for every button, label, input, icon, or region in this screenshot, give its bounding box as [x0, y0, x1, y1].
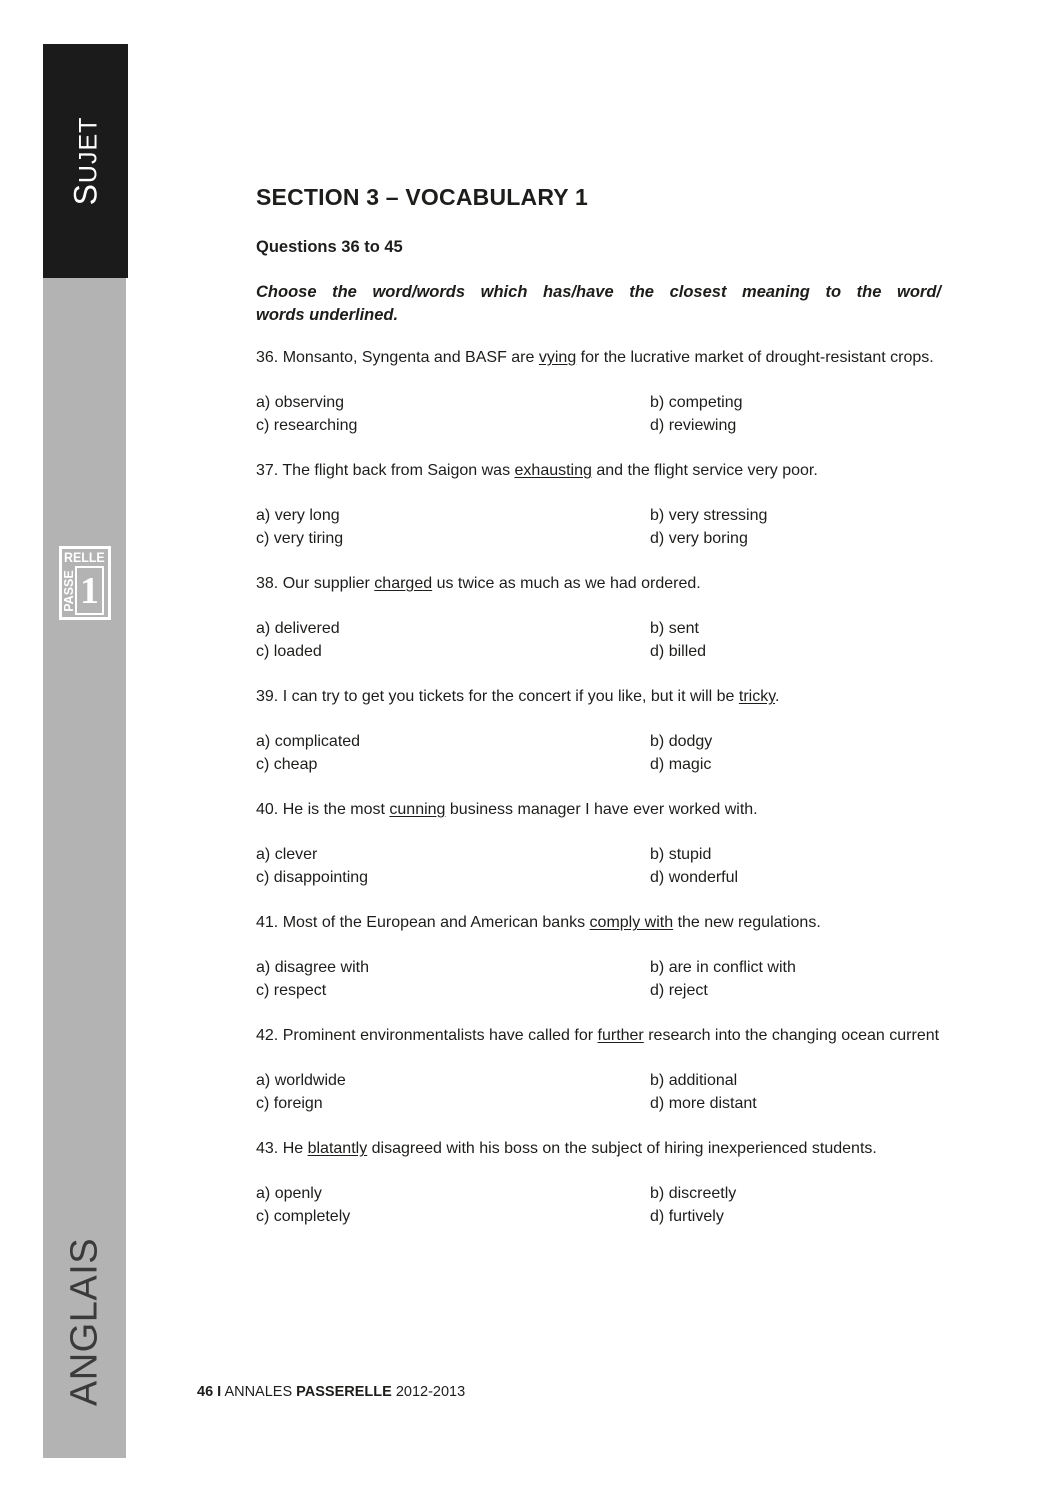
option-text: foreign — [273, 1095, 323, 1112]
option-label: d) — [650, 982, 665, 999]
option-text: delivered — [274, 620, 340, 637]
footer-years: 2012-2013 — [395, 1384, 466, 1400]
option-label: d) — [650, 530, 665, 547]
option-c — [256, 979, 650, 1002]
option-label: a) — [256, 1072, 271, 1089]
passerelle-logo-number-box — [75, 566, 104, 615]
footer-page-number: 46 — [197, 1384, 214, 1400]
underlined-word: tricky — [738, 688, 776, 705]
option-text: cheap — [273, 756, 318, 773]
option-text: reject — [668, 982, 708, 999]
question-stem: 41. Most of the European and American banks comply with the new regulations. — [256, 914, 821, 931]
question-number: 43. — [256, 1140, 279, 1157]
anglais-zone — [43, 1238, 126, 1406]
option-text: billed — [668, 643, 707, 660]
sujet-vertical-label — [67, 117, 104, 206]
sujet-initial: S — [67, 183, 103, 206]
option-label: a) — [256, 733, 271, 750]
option-label: c) — [256, 982, 270, 999]
option-text: loaded — [273, 643, 322, 660]
question-number: 36. — [256, 349, 279, 366]
option-c — [256, 1205, 650, 1228]
option-d — [650, 414, 941, 437]
option-label: a) — [256, 394, 271, 411]
footer-separator: I — [217, 1384, 222, 1400]
option-label: c) — [256, 530, 270, 547]
option-label: b) — [650, 507, 665, 524]
question-number: 41. — [256, 914, 279, 931]
question-number: 39. — [256, 688, 279, 705]
option-text: competing — [668, 394, 743, 411]
option-label: a) — [256, 507, 271, 524]
passerelle-logo-number: 1 — [80, 569, 99, 612]
option-text: wonderful — [668, 869, 739, 886]
question-stem: 42. Prominent environmentalists have called for further research into the changing ocean current — [256, 1027, 940, 1044]
options-grid — [256, 1182, 941, 1228]
question-37 — [256, 459, 941, 550]
option-c — [256, 640, 650, 663]
option-label: b) — [650, 846, 665, 863]
sidebar-black-panel — [43, 44, 128, 278]
instruction-text — [256, 281, 941, 327]
passerelle-logo — [59, 546, 111, 620]
option-text: furtively — [668, 1208, 724, 1225]
option-label: a) — [256, 959, 271, 976]
option-d — [650, 866, 941, 889]
instruction-line-1: Choose the word/words which has/have the closest meaning to the word/ — [256, 283, 941, 301]
anglais-vertical-label: ANGLAIS — [63, 1237, 105, 1407]
passerelle-logo-top-text: RELLE — [64, 550, 105, 565]
option-c — [256, 414, 650, 437]
option-text: more distant — [668, 1095, 757, 1112]
question-number: 37. — [256, 462, 279, 479]
option-b — [650, 504, 941, 527]
question-36 — [256, 346, 941, 437]
page-footer — [197, 1383, 465, 1401]
option-d — [650, 1205, 941, 1228]
question-stem: 40. He is the most cunning business manager I have ever worked with. — [256, 801, 758, 818]
options-grid — [256, 730, 941, 776]
options-grid — [256, 504, 941, 550]
option-text: very tiring — [273, 530, 344, 547]
section-title: SECTION 3 – VOCABULARY 1 — [256, 184, 588, 210]
option-label: c) — [256, 1095, 270, 1112]
option-b — [650, 730, 941, 753]
question-41 — [256, 911, 941, 1002]
option-c — [256, 866, 650, 889]
option-label: c) — [256, 643, 270, 660]
option-b — [650, 617, 941, 640]
instruction-line-2: words underlined. — [256, 306, 399, 324]
option-text: stupid — [668, 846, 712, 863]
questions-range: Questions 36 to 45 — [256, 238, 403, 256]
question-stem: 37. The flight back from Saigon was exhausting and the flight service very poor. — [256, 462, 818, 479]
option-text: reviewing — [668, 417, 737, 434]
options-grid — [256, 956, 941, 1002]
question-stem: 39. I can try to get you tickets for the concert if you like, but it will be tricky. — [256, 688, 780, 705]
option-label: d) — [650, 756, 665, 773]
option-text: completely — [273, 1208, 351, 1225]
option-label: b) — [650, 394, 665, 411]
main-content — [256, 183, 941, 1250]
option-text: are in conflict with — [668, 959, 796, 976]
question-stem: 36. Monsanto, Syngenta and BASF are vying for the lucrative market of drought-resistant crops. — [256, 349, 934, 366]
option-label: d) — [650, 417, 665, 434]
footer-brand: PASSERELLE — [296, 1384, 392, 1400]
question-stem: 38. Our supplier charged us twice as much as we had ordered. — [256, 575, 701, 592]
option-a — [256, 1069, 650, 1092]
option-label: a) — [256, 846, 271, 863]
option-a — [256, 843, 650, 866]
underlined-word: further — [597, 1027, 644, 1044]
underlined-word: exhausting — [514, 462, 592, 479]
option-text: complicated — [274, 733, 361, 750]
option-label: c) — [256, 869, 270, 886]
option-label: a) — [256, 620, 271, 637]
option-label: a) — [256, 1185, 271, 1202]
option-c — [256, 527, 650, 550]
option-a — [256, 504, 650, 527]
option-label: c) — [256, 417, 270, 434]
option-a — [256, 617, 650, 640]
option-text: magic — [668, 756, 712, 773]
question-number: 38. — [256, 575, 279, 592]
passerelle-logo-side-text: PASSE — [61, 569, 76, 612]
option-d — [650, 979, 941, 1002]
option-text: observing — [274, 394, 345, 411]
option-text: discreetly — [668, 1185, 737, 1202]
option-text: very boring — [668, 530, 748, 547]
options-grid — [256, 391, 941, 437]
option-b — [650, 843, 941, 866]
underlined-word: blatantly — [307, 1140, 368, 1157]
option-b — [650, 956, 941, 979]
question-38 — [256, 572, 941, 663]
option-text: very long — [274, 507, 340, 524]
option-text: clever — [274, 846, 318, 863]
option-label: d) — [650, 643, 665, 660]
options-grid — [256, 1069, 941, 1115]
option-a — [256, 391, 650, 414]
option-label: c) — [256, 756, 270, 773]
question-number: 42. — [256, 1027, 279, 1044]
question-43 — [256, 1137, 941, 1228]
option-d — [650, 527, 941, 550]
option-text: dodgy — [668, 733, 713, 750]
option-text: respect — [273, 982, 327, 999]
underlined-word: comply with — [589, 914, 674, 931]
option-c — [256, 1092, 650, 1115]
option-text: very stressing — [668, 507, 768, 524]
option-label: d) — [650, 1095, 665, 1112]
option-d — [650, 753, 941, 776]
question-42 — [256, 1024, 941, 1115]
option-label: c) — [256, 1208, 270, 1225]
option-label: b) — [650, 733, 665, 750]
options-grid — [256, 617, 941, 663]
option-text: worldwide — [274, 1072, 346, 1089]
underlined-word: charged — [374, 575, 433, 592]
option-b — [650, 391, 941, 414]
option-text: additional — [668, 1072, 738, 1089]
option-label: b) — [650, 1072, 665, 1089]
option-d — [650, 1092, 941, 1115]
option-label: b) — [650, 1185, 665, 1202]
options-grid — [256, 843, 941, 889]
option-a — [256, 1182, 650, 1205]
option-a — [256, 956, 650, 979]
option-text: researching — [273, 417, 358, 434]
footer-annales: ANNALES — [224, 1384, 293, 1400]
option-a — [256, 730, 650, 753]
sujet-rest: UJET — [74, 116, 102, 184]
option-d — [650, 640, 941, 663]
option-text: disappointing — [273, 869, 369, 886]
option-b — [650, 1069, 941, 1092]
option-c — [256, 753, 650, 776]
option-label: d) — [650, 1208, 665, 1225]
option-label: b) — [650, 959, 665, 976]
question-39 — [256, 685, 941, 776]
question-stem: 43. He blatantly disagreed with his boss on the subject of hiring inexperienced students. — [256, 1140, 877, 1157]
option-label: b) — [650, 620, 665, 637]
underlined-word: cunning — [389, 801, 446, 818]
option-text: sent — [668, 620, 699, 637]
option-b — [650, 1182, 941, 1205]
question-40 — [256, 798, 941, 889]
underlined-word: vying — [538, 349, 577, 366]
option-label: d) — [650, 869, 665, 886]
question-number: 40. — [256, 801, 279, 818]
option-text: disagree with — [274, 959, 369, 976]
option-text: openly — [274, 1185, 322, 1202]
